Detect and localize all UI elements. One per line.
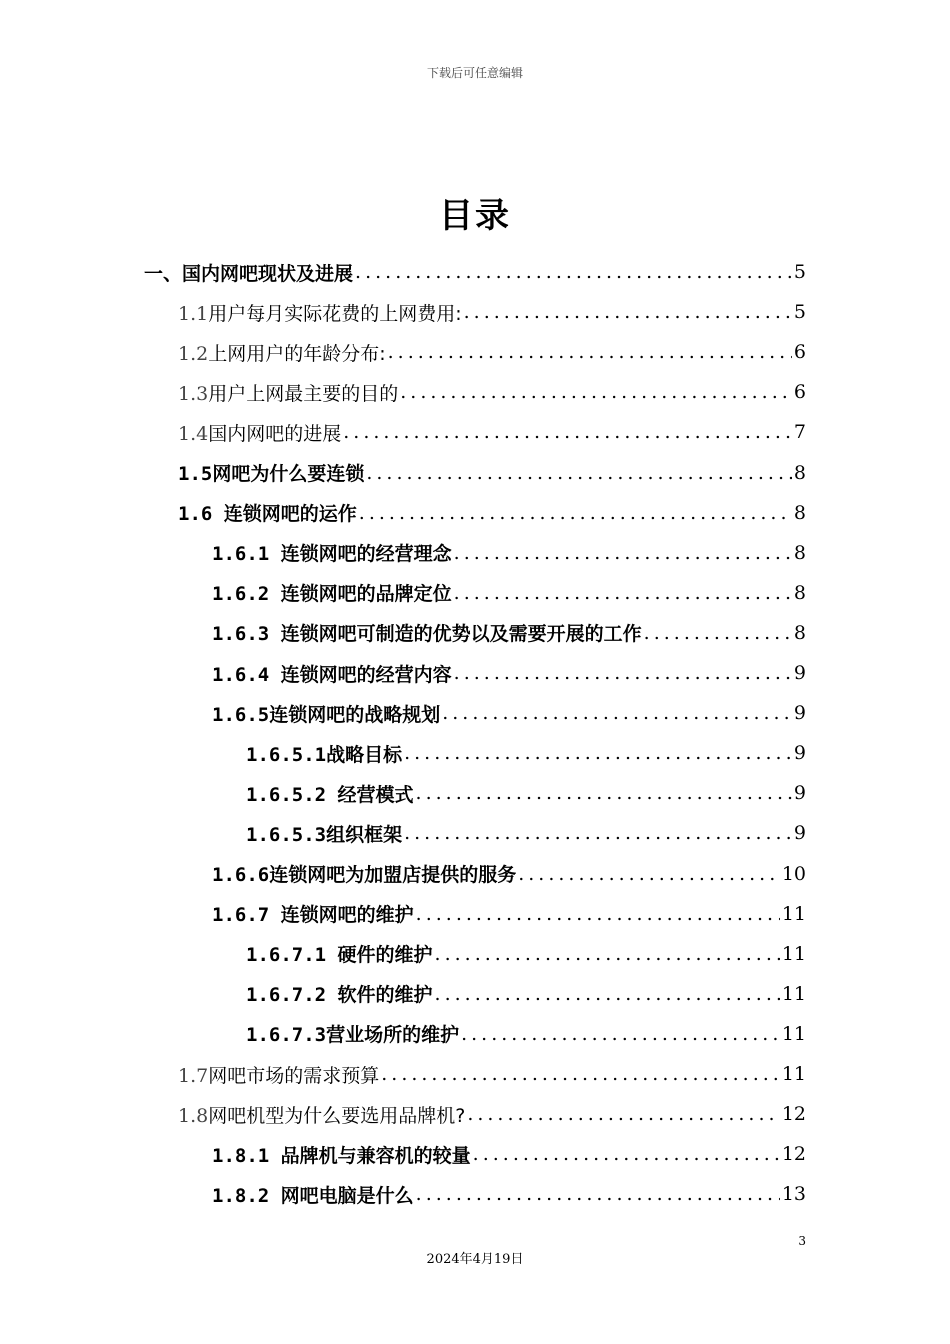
toc-entry[interactable] [246, 1014, 806, 1054]
toc-entry[interactable] [212, 653, 806, 693]
toc-leader-dots [416, 782, 792, 804]
toc-entry-page: 8 [793, 621, 806, 644]
toc-leader-dots [404, 822, 792, 844]
toc-entry-number: 1.7 [178, 1064, 209, 1087]
toc-entry-label [212, 700, 440, 727]
toc-entry-text: 经营模式 [337, 783, 414, 806]
toc-entry-number: 1.6.1 [212, 543, 281, 566]
toc-leader-dots [435, 983, 780, 1005]
toc-leader-dots [454, 542, 792, 564]
toc-entry-page: 13 [781, 1183, 806, 1206]
toc-entry-page: 8 [793, 541, 806, 564]
toc-entry-text: 连锁网吧的维护 [280, 904, 414, 927]
toc-entry-number: 1.1 [178, 302, 209, 325]
toc-entry-label [178, 419, 341, 446]
toc-entry-text: 连锁网吧的品牌定位 [280, 583, 452, 606]
toc-entry[interactable] [144, 252, 806, 292]
toc-entry[interactable] [178, 292, 806, 332]
toc-entry[interactable] [246, 974, 806, 1014]
toc-entry-number: 1.6.6 [212, 864, 270, 886]
toc-entry-text: 用户上网最主要的目的 [208, 382, 399, 405]
toc-entry-page: 6 [793, 341, 806, 364]
toc-entry-page: 9 [793, 702, 806, 725]
toc-entry[interactable] [212, 613, 806, 653]
toc-entry-number: 1.6.5.3 [246, 823, 327, 846]
toc-entry[interactable] [178, 412, 806, 452]
toc-entry-text: 上网用户的年龄分布: [208, 342, 386, 365]
toc-leader-dots [388, 341, 792, 363]
toc-entry-page: 11 [781, 1063, 806, 1085]
toc-entry-label [212, 660, 452, 687]
toc-entry-page: 5 [793, 261, 806, 283]
toc-entry-page: 7 [793, 421, 806, 444]
toc-entry-number: 1.6.7.2 [246, 984, 338, 1007]
toc-entry-page: 8 [793, 501, 806, 524]
toc-entry-page: 5 [793, 301, 806, 324]
toc-leader-dots [355, 261, 792, 283]
toc-entry[interactable] [178, 332, 806, 372]
toc-entry-number: 1.6.5.2 [246, 783, 338, 806]
toc-leader-dots [366, 462, 792, 484]
toc-entry[interactable] [178, 453, 806, 493]
toc-entry[interactable] [212, 854, 806, 894]
toc-entry-number: 1.6.7.3 [246, 1024, 327, 1047]
toc-entry-number: 1.6.5 [212, 703, 270, 726]
toc-entry-number: 1.2 [178, 342, 209, 365]
toc-entry[interactable] [212, 573, 806, 613]
page-number: 3 [798, 1234, 806, 1248]
toc-leader-dots [435, 943, 780, 965]
toc-entry-label [178, 459, 364, 486]
toc-entry-text: 国内网吧现状及进展 [182, 262, 354, 285]
toc-leader-dots [416, 1183, 780, 1205]
toc-leader-dots [461, 1023, 780, 1045]
toc-entry-text: 连锁网吧为加盟店提供的服务 [269, 864, 517, 886]
toc-entry-page: 11 [781, 1022, 806, 1045]
toc-entry-number: 一、 [144, 262, 183, 285]
toc-entry-number: 1.6.7 [212, 904, 281, 927]
toc-entry-number: 1.8 [178, 1104, 209, 1127]
toc-entry-label [212, 539, 452, 566]
toc-leader-dots [454, 662, 792, 684]
toc-leader-dots [404, 742, 792, 764]
toc-entry-text: 网吧为什么要连锁 [212, 463, 365, 485]
toc-entry[interactable] [246, 773, 806, 813]
toc-leader-dots [518, 863, 780, 885]
toc-entry-text: 连锁网吧的运作 [223, 503, 357, 526]
toc-entry-number: 1.8.2 [212, 1184, 281, 1207]
toc-leader-dots [416, 903, 780, 925]
toc-leader-dots [473, 1143, 780, 1165]
toc-entry-number: 1.6.7.1 [246, 944, 338, 967]
toc-entry-label [178, 1061, 379, 1088]
toc-entry-label [212, 1181, 414, 1208]
toc-leader-dots [467, 1103, 780, 1125]
toc-entry-page: 11 [781, 982, 806, 1005]
toc-entry[interactable] [246, 934, 806, 974]
toc-leader-dots [400, 381, 792, 403]
toc-entry-number: 1.6.4 [212, 663, 281, 686]
toc-entry-text: 营业场所的维护 [326, 1024, 460, 1047]
toc-entry-page: 8 [793, 581, 806, 604]
toc-entry[interactable] [212, 693, 806, 733]
toc-entry-number: 1.6.3 [212, 623, 281, 646]
toc-entry-text: 国内网吧的进展 [208, 422, 342, 445]
toc-entry-text: 软件的维护 [337, 984, 433, 1007]
toc-entry-label [212, 619, 642, 646]
toc-entry[interactable] [178, 1054, 806, 1094]
toc-entry[interactable] [212, 894, 806, 934]
toc-leader-dots [381, 1063, 780, 1085]
toc-entry-label [144, 259, 353, 286]
toc-entry-label [212, 579, 452, 606]
toc-entry-text: 战略目标 [326, 743, 403, 766]
toc-entry-label [178, 299, 462, 326]
toc-entry-label [246, 1020, 459, 1047]
page-header: 下载后可任意编辑 [426, 66, 523, 80]
toc-leader-dots [343, 421, 792, 443]
toc-entry[interactable] [178, 1094, 806, 1134]
toc-entry-page: 9 [793, 822, 806, 845]
toc-entry-label [246, 780, 414, 807]
toc-entry-number: 1.6.2 [212, 583, 281, 606]
toc-entry-label [212, 1141, 471, 1168]
toc-entry-page: 11 [781, 902, 806, 925]
toc-entry-page: 9 [793, 662, 806, 684]
toc-entry-number: 1.8.1 [212, 1144, 281, 1167]
toc-entry-text: 硬件的维护 [337, 944, 433, 967]
toc-entry-text: 连锁网吧的经营理念 [280, 543, 452, 566]
toc-leader-dots [644, 622, 792, 644]
toc-entry[interactable] [178, 372, 806, 412]
toc-entry-text: 连锁网吧的经营内容 [280, 663, 452, 686]
toc-leader-dots [454, 582, 792, 604]
toc-entry-page: 12 [781, 1143, 806, 1166]
toc-entry-number: 1.6.5.1 [246, 743, 327, 766]
page-title: 目录 [439, 196, 511, 236]
toc-entry-label [246, 940, 433, 967]
toc-entry-number: 1.4 [178, 422, 209, 445]
toc-entry[interactable] [246, 813, 806, 853]
toc-entry-page: 9 [793, 782, 806, 805]
toc-leader-dots [359, 502, 792, 524]
toc-entry-label [246, 980, 433, 1007]
toc-entry-text: 连锁网吧可制造的优势以及需要开展的工作 [280, 623, 642, 646]
toc-entry-label [178, 379, 398, 406]
toc-entry-page: 12 [781, 1103, 806, 1126]
toc-entry[interactable] [212, 1174, 806, 1214]
toc-entry-page: 10 [781, 862, 806, 885]
toc-entry[interactable] [212, 533, 806, 573]
toc-leader-dots [442, 702, 792, 724]
toc-entry-label [212, 900, 414, 927]
toc-entry[interactable] [246, 733, 806, 773]
footer-date: 2024年4月19日 [426, 1252, 524, 1267]
toc-leader-dots [464, 301, 792, 323]
toc-entry-text: 网吧机型为什么要选用品牌机? [208, 1104, 466, 1127]
toc-entry-label [178, 499, 357, 526]
toc-entry-label [212, 860, 516, 887]
toc-entry-page: 9 [793, 742, 806, 765]
toc-entry-text: 连锁网吧的战略规划 [269, 703, 441, 726]
toc-entry-page: 11 [781, 942, 806, 965]
toc-entry-label [178, 339, 386, 366]
toc-entry-text: 品牌机与兼容机的较量 [280, 1144, 471, 1167]
toc-entry-text: 网吧市场的需求预算 [208, 1064, 380, 1087]
toc-entry-text: 网吧电脑是什么 [280, 1184, 414, 1207]
toc-entry[interactable] [212, 1134, 806, 1174]
toc-entry-text: 用户每月实际花费的上网费用: [208, 302, 462, 325]
toc-entry-page: 6 [793, 381, 806, 404]
toc-entry[interactable] [178, 493, 806, 533]
toc-entry-number: 1.3 [178, 382, 209, 405]
toc-entry-label [246, 820, 402, 847]
toc-entry-number: 1.6 [178, 503, 224, 526]
toc-entry-label [246, 740, 402, 767]
toc-entry-page: 8 [793, 461, 806, 484]
toc-entry-number: 1.5 [178, 463, 213, 485]
toc-entry-label [178, 1101, 465, 1128]
toc-entry-text: 组织框架 [326, 823, 403, 846]
